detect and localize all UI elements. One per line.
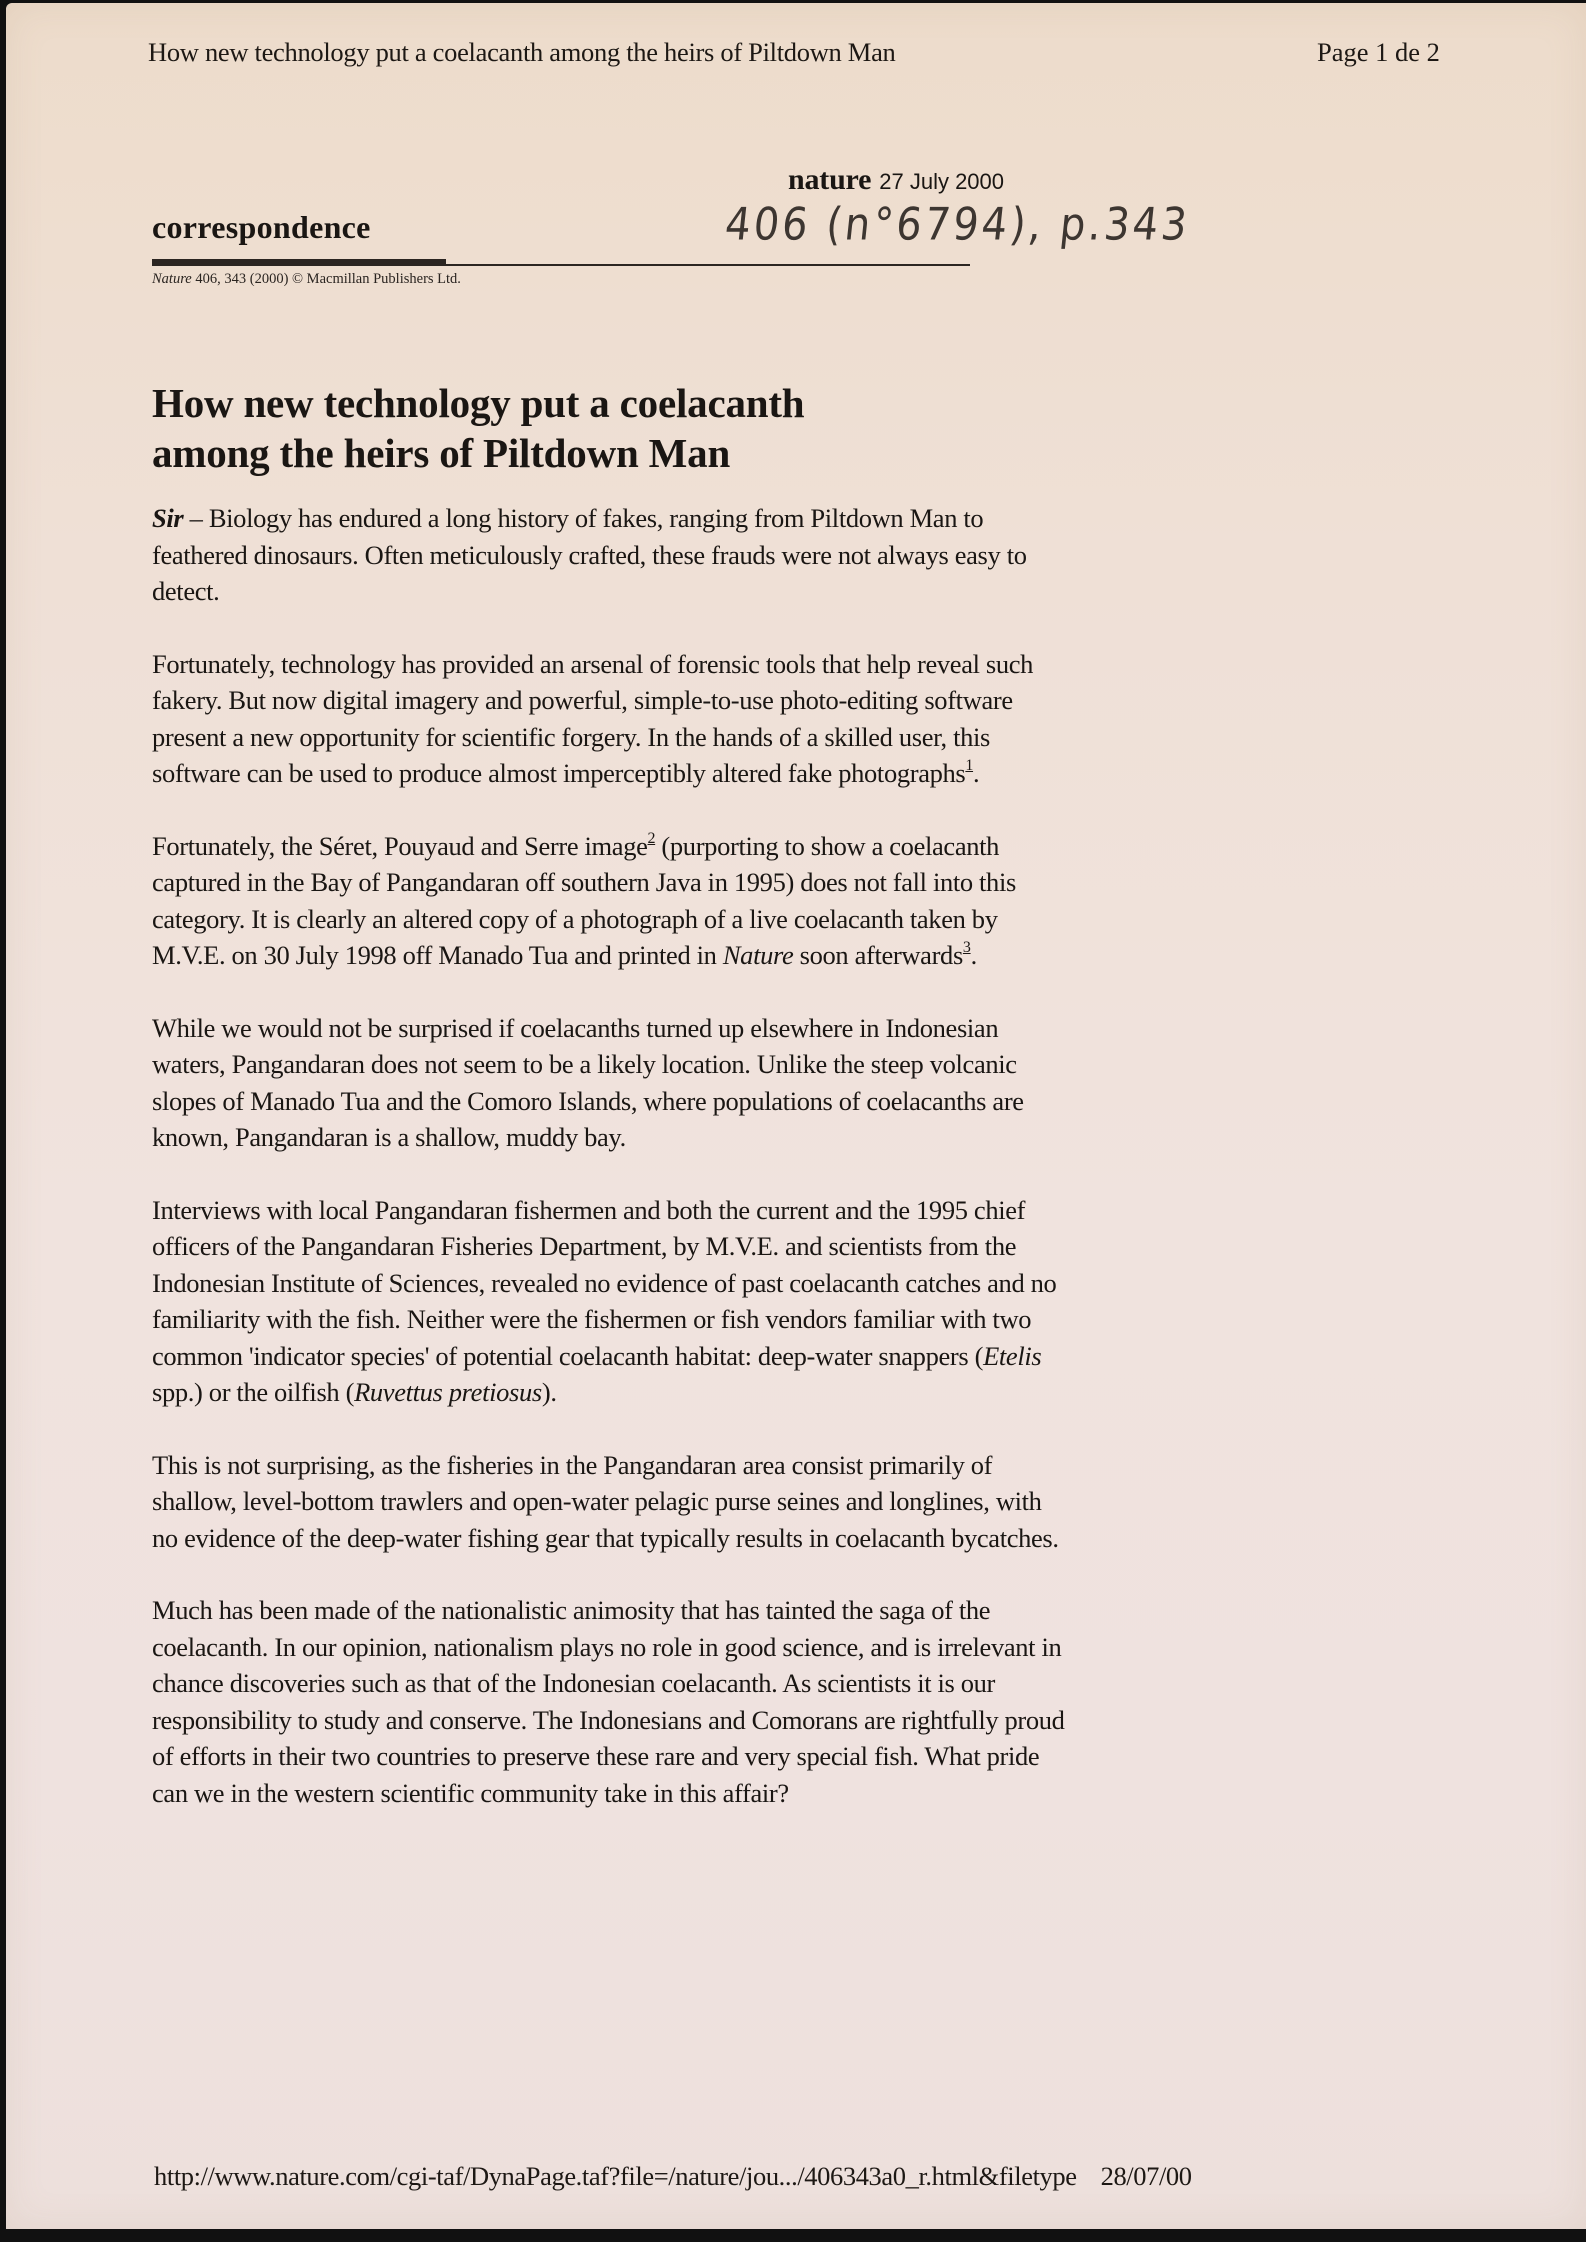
- species-etelis: Etelis: [983, 1340, 1042, 1371]
- paragraph-2-text: Fortunately, technology has provided an arsenal of forensic tools that help reveal such fakery. But now digital imagery and powerful, simple-to-use photo-editing software present a new opportunity for scientific forgery. In the hands of a skilled user, this software can be used to produce almost imperceptibly altered fake photographs: [152, 648, 1034, 788]
- paragraph-1: [152, 500, 1072, 610]
- section-rule-thick: [152, 259, 446, 266]
- print-footer-url: http://www.nature.com/cgi-taf/DynaPage.taf?file=/nature/jou.../406343a0_r.html&filetype: [154, 2161, 1077, 2191]
- paragraph-5: [152, 1192, 1072, 1411]
- article-body: [152, 500, 1072, 1847]
- print-header-title: How new technology put a coelacanth among the heirs of Piltdown Man: [148, 37, 896, 67]
- paragraph-3: [152, 828, 1072, 974]
- paragraph-3-text-3: soon afterwards: [793, 940, 963, 970]
- article-title-line-1: How new technology put a coelacanth: [152, 380, 805, 426]
- print-footer-date: 28/07/00: [1100, 2161, 1192, 2191]
- citation-journal: Nature: [152, 271, 192, 287]
- article-citation: [152, 271, 461, 288]
- handwritten-annotation: 406 (n°6794), p.343: [722, 199, 1193, 251]
- paragraph-4-text: While we would not be surprised if coelacanths turned up elsewhere in Indonesian waters, Pangandaran does not seem to be a likely location. Unlike the steep volcanic slopes of Manado Tua and the Comoro Islands, where populations of coelacanths are known, Pangandaran is a shallow, muddy bay.: [152, 1012, 1024, 1152]
- paragraph-7-text: Much has been made of the nationalistic animosity that has tainted the saga of the coelacanth. In our opinion, nationalism plays no role in good science, and is irrelevant in chance discoveries such as that of the Indonesian coelacanth. As scientists it is our responsibility to study and conserve. The Indonesians and Comorans are rightfully proud of efforts in their two countries to preserve these rare and very special fish. What pride can we in the western scientific community take in this affair?: [152, 1595, 1065, 1808]
- paragraph-6: [152, 1447, 1072, 1557]
- footnote-ref-3[interactable]: 3: [962, 939, 971, 957]
- article-title-line-2: among the heirs of Piltdown Man: [152, 430, 731, 476]
- journal-masthead: [788, 163, 1004, 197]
- paragraph-7: [152, 1592, 1072, 1811]
- paragraph-4: [152, 1010, 1072, 1156]
- paragraph-2: [152, 646, 1072, 792]
- paragraph-5-text-2: spp.) or the oilfish (: [152, 1377, 355, 1407]
- paragraph-3-text: Fortunately, the Séret, Pouyaud and Serre image: [152, 830, 648, 861]
- paragraph-3-end: .: [970, 940, 977, 970]
- paragraph-5-end: ).: [541, 1377, 557, 1407]
- salutation: Sir: [152, 503, 184, 533]
- journal-name-italic: Nature: [722, 940, 794, 970]
- issue-date: 27 July 2000: [879, 169, 1005, 194]
- paragraph-5-text: Interviews with local Pangandaran fishermen and both the current and the 1995 chief officers of the Pangandaran Fisheries Department, by M.V.E. and scientists from the Indonesian Institute of Sciences, revealed no evidence of past coelacanth catches and no familiarity with the fish. Neither were the fishermen or fish vendors familiar with two common 'indicator species' of potential coelacanth habitat: deep-water snappers (: [152, 1194, 1057, 1371]
- section-rule-thin: [446, 264, 970, 266]
- footnote-ref-2[interactable]: 2: [647, 829, 656, 847]
- print-page-indicator: Page 1 de 2: [1317, 37, 1440, 67]
- paragraph-3-text-2: (purporting to show a coelacanth captured in the Bay of Pangandaran off southern Java in 1995) does not fall into this category. It is clearly an altered copy of a photograph of a live coelacanth taken by M.V.E. on 30 July 1998 off Manado Tua and printed in: [152, 830, 1016, 970]
- article-title: [152, 378, 1052, 478]
- paragraph-2-end: .: [973, 758, 980, 788]
- section-label: correspondence: [152, 209, 371, 245]
- paragraph-1-text: – Biology has endured a long history of fakes, ranging from Piltdown Man to feathered dinosaurs. Often meticulously crafted, these frauds were not always easy to detect.: [152, 503, 1027, 606]
- journal-brand: nature: [788, 163, 872, 196]
- species-ruvettus: Ruvettus pretiosus: [354, 1377, 542, 1407]
- scanned-paper-page: [6, 3, 1586, 2229]
- citation-ref: 406, 343 (2000) © Macmillan Publishers Ltd.: [191, 271, 461, 287]
- paragraph-6-text: This is not surprising, as the fisheries in the Pangandaran area consist primarily of shallow, level-bottom trawlers and open-water pelagic purse seines and longlines, with no evidence of the deep-water fishing gear that typically results in coelacanth bycatches.: [152, 1449, 1059, 1553]
- print-footer: [154, 2161, 1192, 2192]
- footnote-ref-1[interactable]: 1: [965, 757, 974, 775]
